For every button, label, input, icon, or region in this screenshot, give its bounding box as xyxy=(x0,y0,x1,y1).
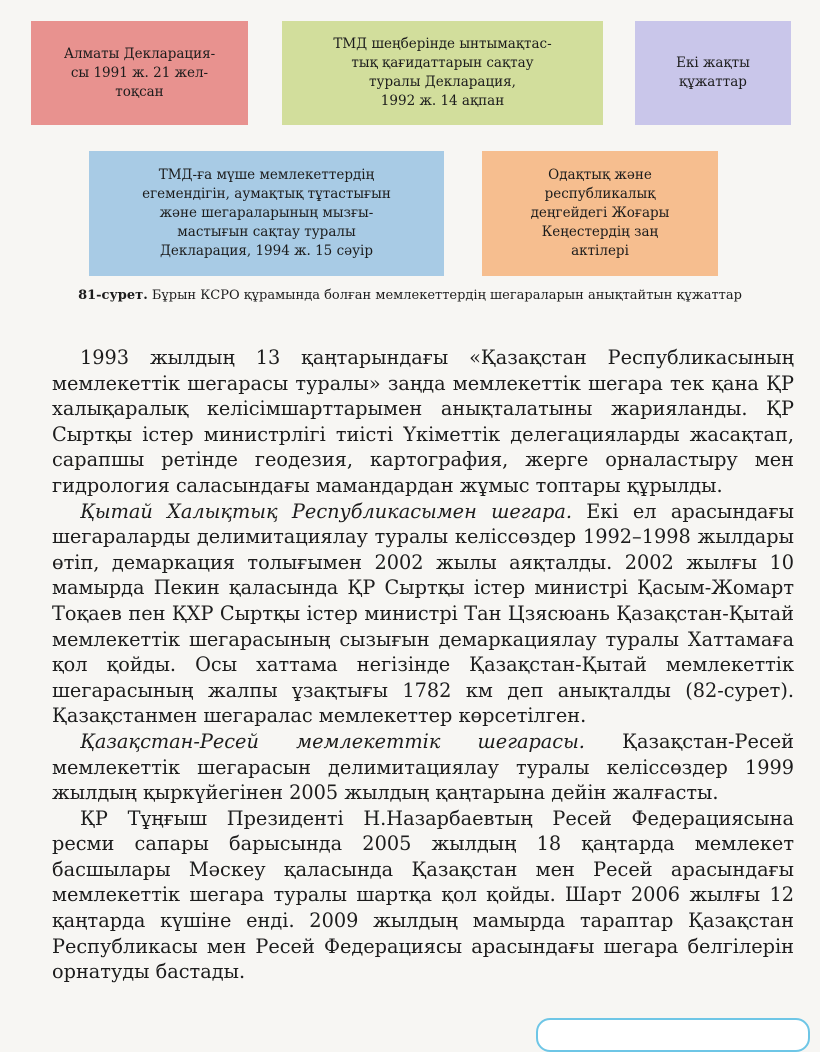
figure-caption xyxy=(60,287,760,305)
sidebar-frame-corner xyxy=(536,1018,810,1052)
diagram-box-cis-sovereignty-declaration: ТМД-ға мүше мемлекеттердің егемендігін, аумақтық тұтастығын және шегараларының мызғы- мастығын сақтау туралы Декларация, 1994 ж. 15 сәуір xyxy=(89,151,444,276)
paragraph-lead: Қазақстан-Ресей мемлекеттік шегарасы. xyxy=(80,729,585,753)
diagram-box-bilateral-documents: Екі жақты құжаттар xyxy=(635,21,791,125)
paragraph-text: ҚР Тұңғыш Президенті Н.Назарбаевтың Ресей Федерациясына ресми сапары барысында 2005 жылдың 18 қаңтарда мемлекет басшылары Мәскеу қаласында Қазақстан мен Ресей арасындағы мемлекеттік шегара туралы шартқа қол қойды. Шарт 2006 жылғы 12 қаңтарда күшіне енді. 2009 жылдың мамырда тараптар Қазақстан Республикасы мен Ресей Федерациясы арасындағы шегара белгілерін орнатуды бастады. xyxy=(52,806,794,984)
diagram-box-cis-cooperation-declaration: ТМД шеңберінде ынтымақтас- тық қағидаттарын сақтау туралы Декларация, 1992 ж. 14 ақпан xyxy=(282,21,603,125)
diagram-box-supreme-councils-acts: Одақтық және республикалық деңгейдегі Жоғары Кеңестердің заң актілері xyxy=(482,151,718,276)
paragraph-law-1993 xyxy=(52,345,794,499)
paragraph-treaty-2005 xyxy=(52,806,794,985)
paragraph-russia-border xyxy=(52,729,794,806)
paragraph-text: Екі ел арасындағы шегараларды делимитациялау туралы келіссөздер 1992–1998 жылдары өтіп, демаркация толығымен 2002 жылы аяқталды. 2002 жылғы 10 мамырда Пекин қаласында ҚР Сыртқы істер министрі Қасым-Жомарт Тоқаев пен ҚХР Сыртқы істер министрі Тан Цзясюань Қазақстан-Қытай мемлекеттік шегарасының сызығын демаркациялау туралы Хаттамаға қол қойды. Осы хаттама негізінде Қазақстан-Қытай мемлекеттік шегарасының жалпы ұзақтығы 1782 км деп анықталды (82-сурет). Қазақстанмен шегаралас мемлекеттер көрсетілген. xyxy=(52,499,794,728)
paragraph-lead: Қытай Халықтық Республикасымен шегара. xyxy=(80,499,572,523)
paragraph-china-border xyxy=(52,499,794,729)
diagram-box-almaty-declaration: Алматы Декларация- сы 1991 ж. 21 жел- тоқсан xyxy=(31,21,248,125)
paragraph-text: 1993 жылдың 13 қаңтарындағы «Қазақстан Республикасының мемлекеттік шегарасы туралы» заңда мемлекеттік шегара тек қана ҚР халықаралық келісімшарттарымен анықталатыны жарияланды. ҚР Сыртқы істер министрлігі тиісті Үкіметтік делегацияларды жасақтап, сарапшы ретінде геодезия, картография, жерге орналастыру мен гидрология саласындағы мамандардан жұмыс топтары құрылды. xyxy=(52,346,794,497)
paragraph-text: Қазақстан-Ресей мемлекеттік шегарасын делимитациялау туралы келіссөздер 1999 жылдың қыркүйегінен 2005 жылдың қаңтарына дейін жалғасты. xyxy=(52,729,795,805)
body-text xyxy=(52,345,794,985)
figure-caption-text: Бұрын КСРО құрамында болған мемлекеттердің шегараларын анықтайтын құжаттар xyxy=(147,288,742,303)
figure-caption-label: 81-сурет. xyxy=(78,288,148,303)
